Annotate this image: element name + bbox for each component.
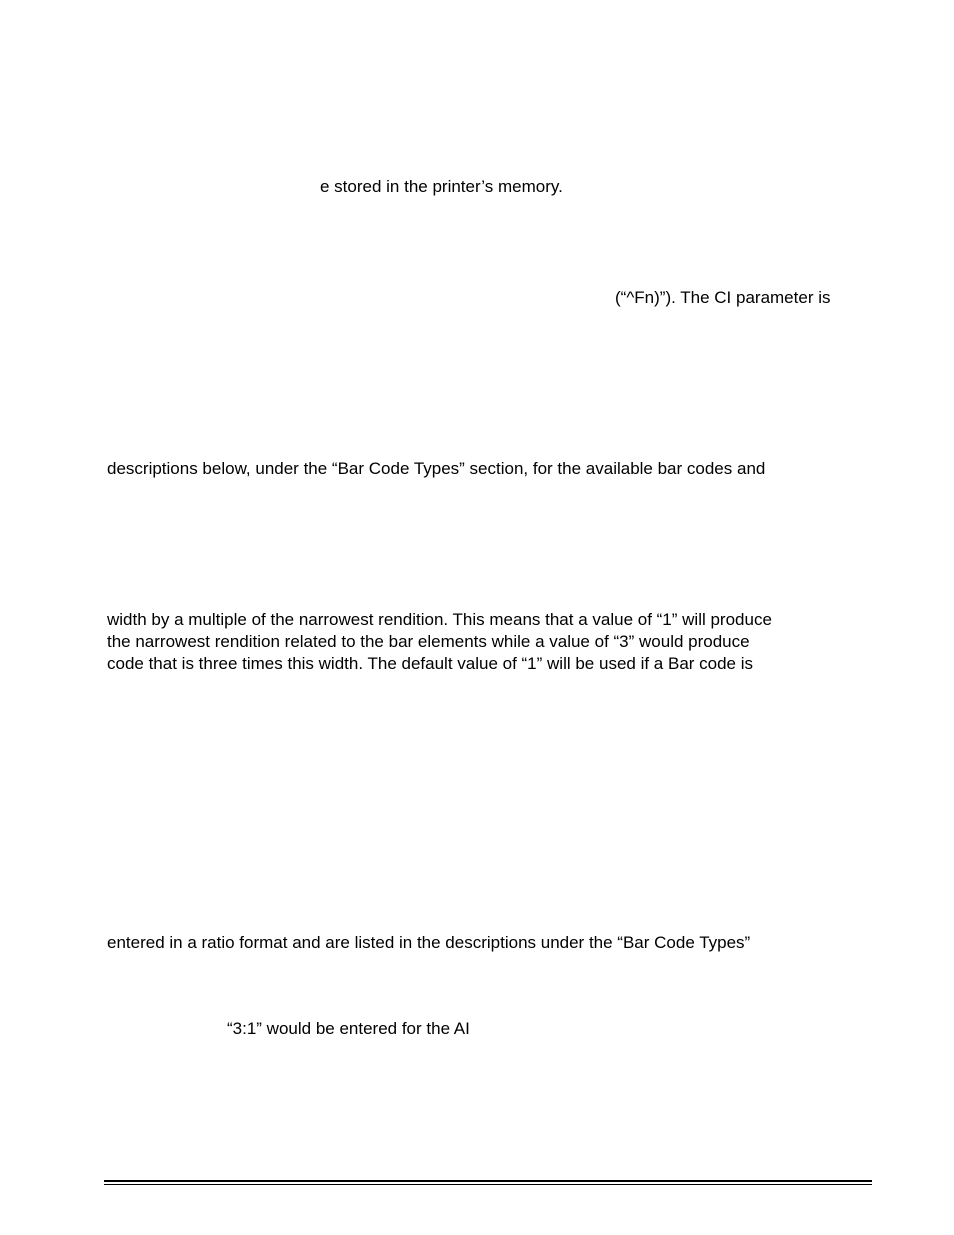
text-fragment-width-line-2: the narrowest rendition related to the bar elements while a value of “3” would produce	[107, 632, 750, 651]
text-fragment-ratio-format: entered in a ratio format and are listed in the descriptions under the “Bar Code Types”	[107, 933, 751, 952]
text-fragment-ai-ratio: “3:1” would be entered for the AI	[227, 1019, 470, 1038]
text-fragment-width-line-1: width by a multiple of the narrowest rendition. This means that a value of “1” will produce	[107, 610, 772, 629]
text-fragment-memory: e stored in the printer’s memory.	[320, 177, 563, 196]
text-fragment-width-line-3: code that is three times this width. The default value of “1” will be used if a Bar code is	[107, 654, 754, 673]
footer-rule-thin	[104, 1184, 872, 1185]
footer-rule-thick	[104, 1180, 872, 1182]
text-fragment-bar-code-types: descriptions below, under the “Bar Code Types” section, for the available bar codes and	[107, 459, 766, 478]
text-fragment-ci-parameter: (“^Fn)”). The CI parameter is	[615, 288, 831, 307]
